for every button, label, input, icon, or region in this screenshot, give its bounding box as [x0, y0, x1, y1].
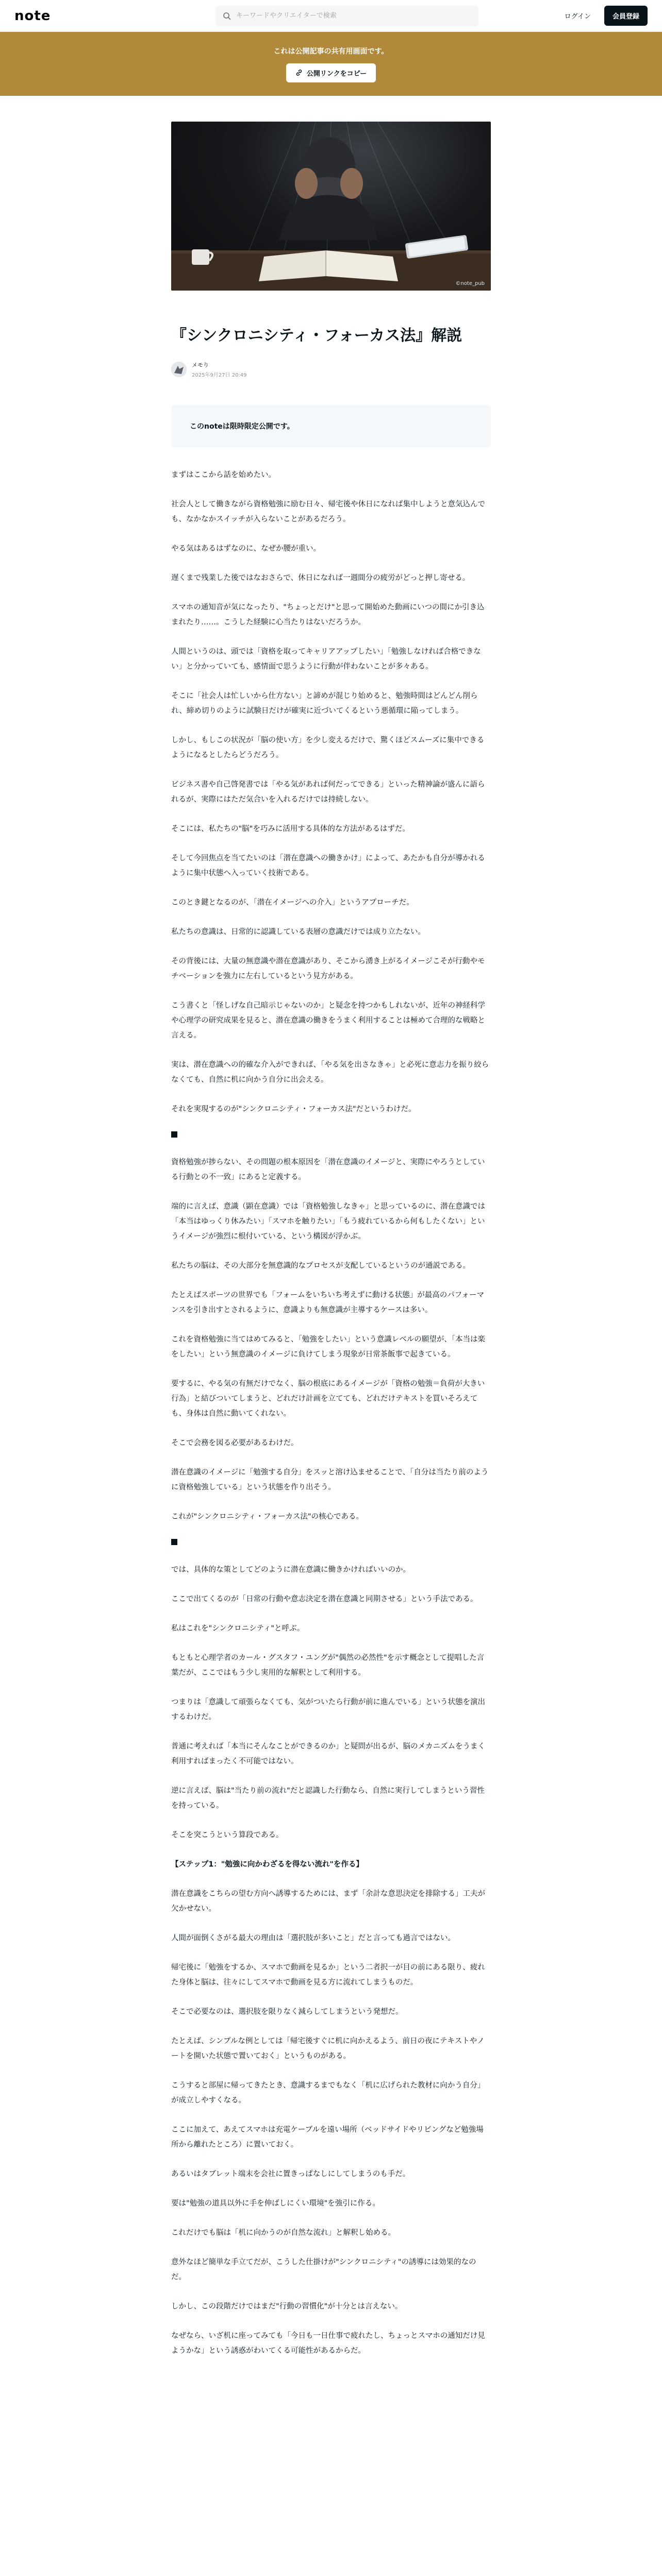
body-paragraph: 要するに、やる気の有無だけでなく、脳の根底にあるイメージが「資格の勉強＝負荷が大きい行為」と結びついてしまうと、どれだけ計画を立てても、どれだけテキストを買いそろえても、身体は自然に動いてくれない。 — [171, 1379, 485, 1418]
body-paragraph: これが"シンクロニシティ・フォーカス法"の核心である。 — [171, 1512, 364, 1521]
body-paragraph: 端的に言えば、意識（顕在意識）では「資格勉強しなきゃ」と思っているのに、潜在意識では「本当はゆっくり休みたい」「スマホを触りたい」「もう疲れているから何もしたくない」というイメージが強烈に根付いている、という構図が浮かぶ。 — [171, 1202, 485, 1241]
body-paragraph: こうすると部屋に帰ってきたとき、意識するまでもなく「机に広げられた教材に向かう自分」が成立しやすくなる。 — [171, 2081, 485, 2105]
body-paragraph: しかし、この段階だけではまだ"行動の習慣化"が十分とは言えない。 — [171, 2302, 403, 2311]
article-body — [171, 468, 491, 2359]
body-paragraph: 私たちの脳は、その大部分を無意識的なプロセスが支配しているというのが通説である。 — [171, 1261, 470, 1270]
body-paragraph: 意外なほど簡単な手立てだが、こうした仕掛けが"シンクロニシティ"の誘導には効果的なのだ。 — [171, 2258, 476, 2281]
copy-link-button[interactable] — [286, 63, 376, 82]
note-logo[interactable]: note — [14, 8, 51, 24]
limited-notice: このnoteは限時限定公開です。 — [171, 405, 491, 447]
body-paragraph: 潜在意識のイメージに「勉強する自分」をスッと溶け込ませることで、「自分は当たり前のように資格勉強している」という状態を作り出そう。 — [171, 1468, 489, 1492]
body-paragraph: 潜在意識をこちらの望む方向へ誘導するためには、まず「余計な意思決定を排除する」工夫が欠かせない。 — [171, 1889, 485, 1913]
body-paragraph: 人間というのは、頭では「資格を取ってキャリアアップしたい」「勉強しなければ合格できない」と分かっていても、感情面で思うように行動が伴わないことが多々ある。 — [171, 647, 481, 671]
body-paragraph: そこには、私たちの"脳"を巧みに活用する具体的な方法があるはずだ。 — [171, 824, 410, 833]
header-actions — [558, 6, 648, 26]
author-meta — [192, 361, 247, 378]
body-paragraph: もともと心理学者のカール・グスタフ・ユングが"偶然の必然性"を示す概念として提唱した言葉だが、ここではもう少し実用的な解釈として利用する。 — [171, 1653, 485, 1677]
search-icon — [223, 12, 231, 20]
body-paragraph: そこで会務を図る必要があるわけだ。 — [171, 1438, 299, 1447]
share-banner — [0, 32, 662, 96]
body-paragraph: そこで必要なのは、選択肢を限りなく減らしてしまうという発想だ。 — [171, 2007, 403, 2016]
body-paragraph: それを実現するのが"シンクロニシティ・フォーカス法"だというわけだ。 — [171, 1105, 416, 1113]
body-paragraph: 私たちの意識は、日常的に認識している表層の意識だけでは成り立たない。 — [171, 927, 425, 936]
body-paragraph: 社会人として働きながら資格勉強に励む日々、帰宅後や休日になれば集中しようと意気込んでも、なかなかスイッチが入らないことがあるだろう。 — [171, 500, 485, 523]
study-illustration — [171, 122, 491, 291]
body-paragraph: ここで出てくるのが「日常の行動や意志決定を潜在意識と同期させる」という手法である。 — [171, 1595, 478, 1603]
body-paragraph: 資格勉強が捗らない、その問題の根本原因を「潜在意識のイメージと、実際にやろうとしている行動との不一致」にあると定義する。 — [171, 1158, 485, 1181]
body-paragraph: そして今回焦点を当てたいのは「潜在意識への働きかけ」によって、あたかも自分が導かれるように集中状態へ入っていく技術である。 — [171, 854, 485, 877]
section-separator — [171, 1131, 177, 1138]
body-paragraph: ここに加えて、あえてスマホは充電ケーブルを遠い場所（ベッドサイドやリビングなど勉強場所から離れたところ）に置いておく。 — [171, 2125, 484, 2149]
body-paragraph: こう書くと「怪しげな自己暗示じゃないのか」と疑念を持つかもしれないが、近年の神経科学や心理学の研究成果を見ると、潜在意識の働きをうまく利用することは極めて合理的な戦略と言える。 — [171, 1001, 485, 1040]
article — [171, 122, 491, 2359]
login-link[interactable]: ログイン — [564, 13, 591, 21]
search-box[interactable] — [216, 6, 478, 26]
body-paragraph: 実は、潜在意識への的確な介入ができれば、「やる気を出さなきゃ」と必死に意志力を振り絞らなくても、自然に机に向かう自分に出会える。 — [171, 1060, 489, 1084]
author-name[interactable]: メモり — [192, 361, 209, 368]
body-paragraph: 人間が面倒くさがる最大の理由は「選択肢が多いこと」だと言っても過言ではない。 — [171, 1934, 455, 1942]
section-separator — [171, 1539, 177, 1545]
body-paragraph: やる気はあるはずなのに、なぜか腰が重い。 — [171, 544, 321, 553]
body-paragraph: ビジネス書や自己啓発書では「やる気があれば何だってできる」といった精神論が盛んに語られるが、実際にはただ気合いを入れるだけでは持続しない。 — [171, 780, 485, 804]
body-paragraph: 私はこれを"シンクロニシティ"と呼ぶ。 — [171, 1624, 305, 1633]
search-input[interactable] — [236, 12, 471, 20]
link-icon — [295, 69, 303, 76]
body-paragraph: まずはここから話を始めたい。 — [171, 470, 276, 479]
share-banner-message: これは公開記事の共有用画面です。 — [273, 47, 389, 56]
post-date: 2025年9月27日 20:49 — [192, 372, 247, 378]
body-paragraph: 普通に考えれば「本当にそんなことができるのか」と疑問が出るが、脳のメカニズムをうまく利用すればまったく不可能ではない。 — [171, 1742, 485, 1766]
copy-link-label: 公開リンクをコピー — [306, 70, 367, 78]
body-paragraph: では、具体的な策としてどのように潜在意識に働きかければいいのか。 — [171, 1565, 410, 1574]
body-paragraph: あるいはタブレット端末を会社に置きっぱなしにしてしまうのも手だ。 — [171, 2170, 410, 2178]
article-title: 『シンクロニシティ・フォーカス法』解説 — [171, 327, 462, 345]
body-paragraph: 逆に言えば、脳は"当たり前の流れ"だと認識した行動なら、自然に実行してしまうという習性を持っている。 — [171, 1786, 485, 1810]
section-heading: 【ステップ1："勉強に向かわざるを得ない流れ"を作る】 — [171, 1860, 363, 1869]
author-avatar-image — [171, 362, 187, 377]
body-paragraph: なぜなら、いざ机に座ってみても「今日も一日仕事で疲れたし、ちょっとスマホの通知だけ見ようかな」という誘惑がわいてくる可能性があるからだ。 — [171, 2331, 485, 2355]
body-paragraph: たとえば、シンプルな例としては「帰宅後すぐに机に向かえるよう、前日の夜にテキストやノートを開いた状態で置いておく」というものがある。 — [171, 2037, 485, 2060]
body-paragraph: スマホの通知音が気になったり、"ちょっとだけ"と思って開始めた動画にいつの間にか引き込まれたり……。こうした経験に心当たりはないだろうか。 — [171, 603, 485, 626]
body-paragraph: そこを突こうという算段である。 — [171, 1831, 284, 1839]
body-paragraph: たとえばスポーツの世界でも「フォームをいちいち考えずに動ける状態」が最高のパフォーマンスを引き出すとされるように、意識よりも無意識が主導するケースは多い。 — [171, 1291, 484, 1314]
signup-button[interactable]: 会員登録 — [604, 6, 648, 26]
eyecatch-image — [171, 122, 491, 291]
author-info[interactable] — [171, 361, 491, 378]
body-paragraph: しかし、もしこの状況が「脳の使い方」を少し変えるだけで、驚くほどスムーズに集中できるようになるとしたらどうだろう。 — [171, 736, 485, 759]
author-avatar[interactable] — [171, 362, 187, 377]
image-credit: ©note_pub — [455, 281, 485, 286]
body-paragraph: つまりは「意識して頑張らなくても、気がついたら行動が前に進んでいる」という状態を演出するわけだ。 — [171, 1698, 485, 1721]
body-paragraph: その背後には、大量の無意識や潜在意識があり、そこから湧き上がるイメージこそが行動やモチベーションを強力に左右しているという見方がある。 — [171, 957, 485, 980]
body-paragraph: 要は"勉強の道具以外に手を伸ばしにくい環境"を強引に作る。 — [171, 2199, 380, 2208]
body-paragraph: これだけでも脳は「机に向かうのが自然な流れ」と解釈し始める。 — [171, 2228, 395, 2237]
body-paragraph: このとき鍵となるのが、「潜在イメージへの介入」というアプローチだ。 — [171, 898, 414, 907]
body-paragraph: 遅くまで残業した後ではなおさらで、休日になれば一週間分の疲労がどっと押し寄せる。 — [171, 573, 470, 582]
body-paragraph: これを資格勉強に当てはめてみると、「勉強をしたい」という意識レベルの願望が、「本当は楽をしたい」という無意識のイメージに負けてしまう現象が日常茶飯事で起きている。 — [171, 1335, 485, 1359]
body-paragraph: 帰宅後に「勉強をするか、スマホで動画を見るか」という二者択一が目の前にある限り、疲れた身体と脳は、往々にしてスマホで動画を見る方に流れてしまうものだ。 — [171, 1963, 485, 1987]
body-paragraph: そこに「社会人は忙しいから仕方ない」と諦めが混じり始めると、勉強時間はどんどん削られ、締め切りのように試験日だけが確実に近づいてくるという悪循環に陥ってしまう。 — [171, 691, 478, 715]
top-header — [0, 0, 662, 32]
